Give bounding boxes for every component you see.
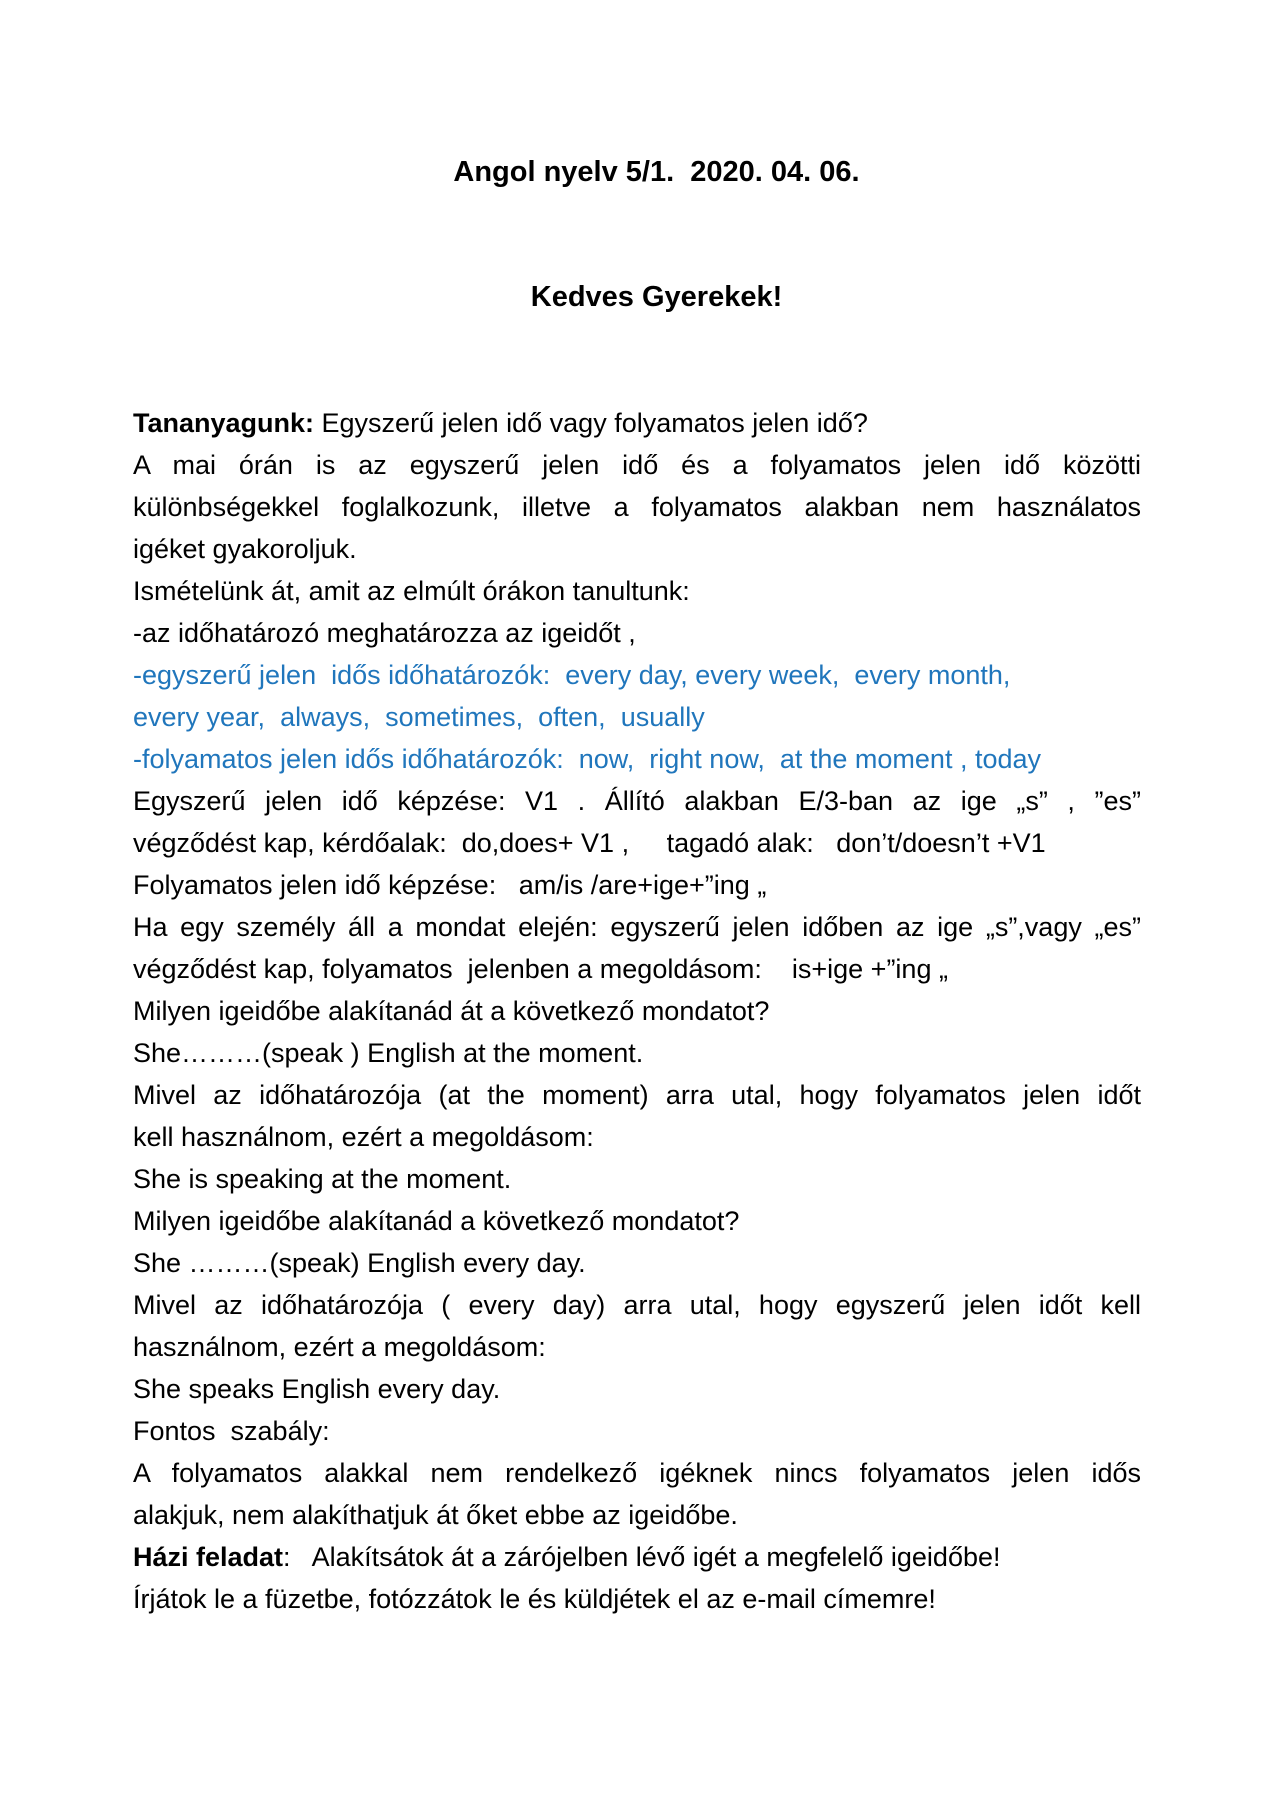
text-line [133,1032,1141,1074]
text-line [133,1536,1141,1578]
text-line [133,402,1141,444]
text-line [133,906,1141,948]
bold-text-segment: Tananyagunk: [133,408,315,438]
text-segment: She ………(speak) English every day. [133,1248,586,1278]
text-segment: Milyen igeidőbe alakítanád át a következő mondatot? [133,996,770,1026]
text-line [133,780,1141,822]
text-line [133,1242,1141,1284]
text-segment: : Alakítsátok át a zárójelben lévő igét a megfelelő igeidőbe! [283,1542,1001,1572]
text-segment: Egyszerű jelen idő képzése: V1 . Állító alakban E/3-ban az ige „s” , ”es” [133,786,1141,816]
text-line [133,444,1141,486]
text-line [133,1368,1141,1410]
text-segment: Mivel az időhatározója ( every day) arra utal, hogy egyszerű jelen időt kell [133,1290,1141,1320]
text-line [133,1284,1141,1326]
text-segment: A folyamatos alakkal nem rendelkező igéknek nincs folyamatos jelen idős [133,1458,1141,1488]
document-title: Angol nyelv 5/1. 2020. 04. 06. [453,156,860,188]
text-line [133,1074,1141,1116]
text-segment: -egyszerű jelen idős időhatározók: every day, every week, every month, [133,660,1011,690]
text-segment: She………(speak ) English at the moment. [133,1038,644,1068]
text-line [133,1494,1141,1536]
text-line [133,864,1141,906]
text-segment: végződést kap, folyamatos jelenben a megoldásom: is+ige +”ing „ [133,954,948,984]
text-segment: végződést kap, kérdőalak: do,does+ V1 , tagadó alak: don’t/doesn’t +V1 [133,828,1046,858]
text-segment: Mivel az időhatározója (at the moment) arra utal, hogy folyamatos jelen időt [133,1080,1141,1110]
text-segment: She speaks English every day. [133,1374,501,1404]
text-segment: kell használnom, ezért a megoldásom: [133,1122,594,1152]
text-segment: Milyen igeidőbe alakítanád a következő mondatot? [133,1206,740,1236]
text-segment: Ismételünk át, amit az elmúlt órákon tanultunk: [133,576,690,606]
text-segment: Folyamatos jelen idő képzése: am/is /are+ige+”ing „ [133,870,767,900]
text-line [133,696,1141,738]
text-segment: Ha egy személy áll a mondat elején: egyszerű jelen időben az ige „s”,vagy „es” [133,912,1141,942]
text-line [133,1410,1141,1452]
text-line [133,612,1141,654]
text-line [133,1116,1141,1158]
text-segment: -az időhatározó meghatározza az igeidőt , [133,618,636,648]
text-segment: -folyamatos jelen idős időhatározók: now, right now, at the moment , today [133,744,1041,774]
text-segment: használnom, ezért a megoldásom: [133,1332,546,1362]
text-line [133,528,1141,570]
text-line [133,1578,1141,1620]
text-segment: igéket gyakoroljuk. [133,534,357,564]
text-line [133,822,1141,864]
text-segment: Írjátok le a füzetbe, fotózzátok le és küldjétek el az e-mail címemre! [133,1584,936,1614]
text-line [133,948,1141,990]
text-line [133,1452,1141,1494]
text-segment: A mai órán is az egyszerű jelen idő és a folyamatos jelen idő közötti [133,450,1141,480]
text-segment: különbségekkel foglalkozunk, illetve a folyamatos alakban nem használatos [133,492,1141,522]
greeting-heading: Kedves Gyerekek! [530,281,783,313]
text-segment: Egyszerű jelen idő vagy folyamatos jelen idő? [314,408,868,438]
text-segment: She is speaking at the moment. [133,1164,512,1194]
text-line [133,1200,1141,1242]
text-line [133,1326,1141,1368]
text-line [133,486,1141,528]
text-segment: every year, always, sometimes, often, usually [133,702,705,732]
text-line [133,654,1141,696]
text-line [133,1158,1141,1200]
document-body [133,402,1141,1620]
text-line [133,738,1141,780]
text-line [133,570,1141,612]
text-line [133,990,1141,1032]
text-segment: alakjuk, nem alakíthatjuk át őket ebbe az igeidőbe. [133,1500,738,1530]
bold-text-segment: Házi feladat [133,1542,284,1572]
text-segment: Fontos szabály: [133,1416,330,1446]
